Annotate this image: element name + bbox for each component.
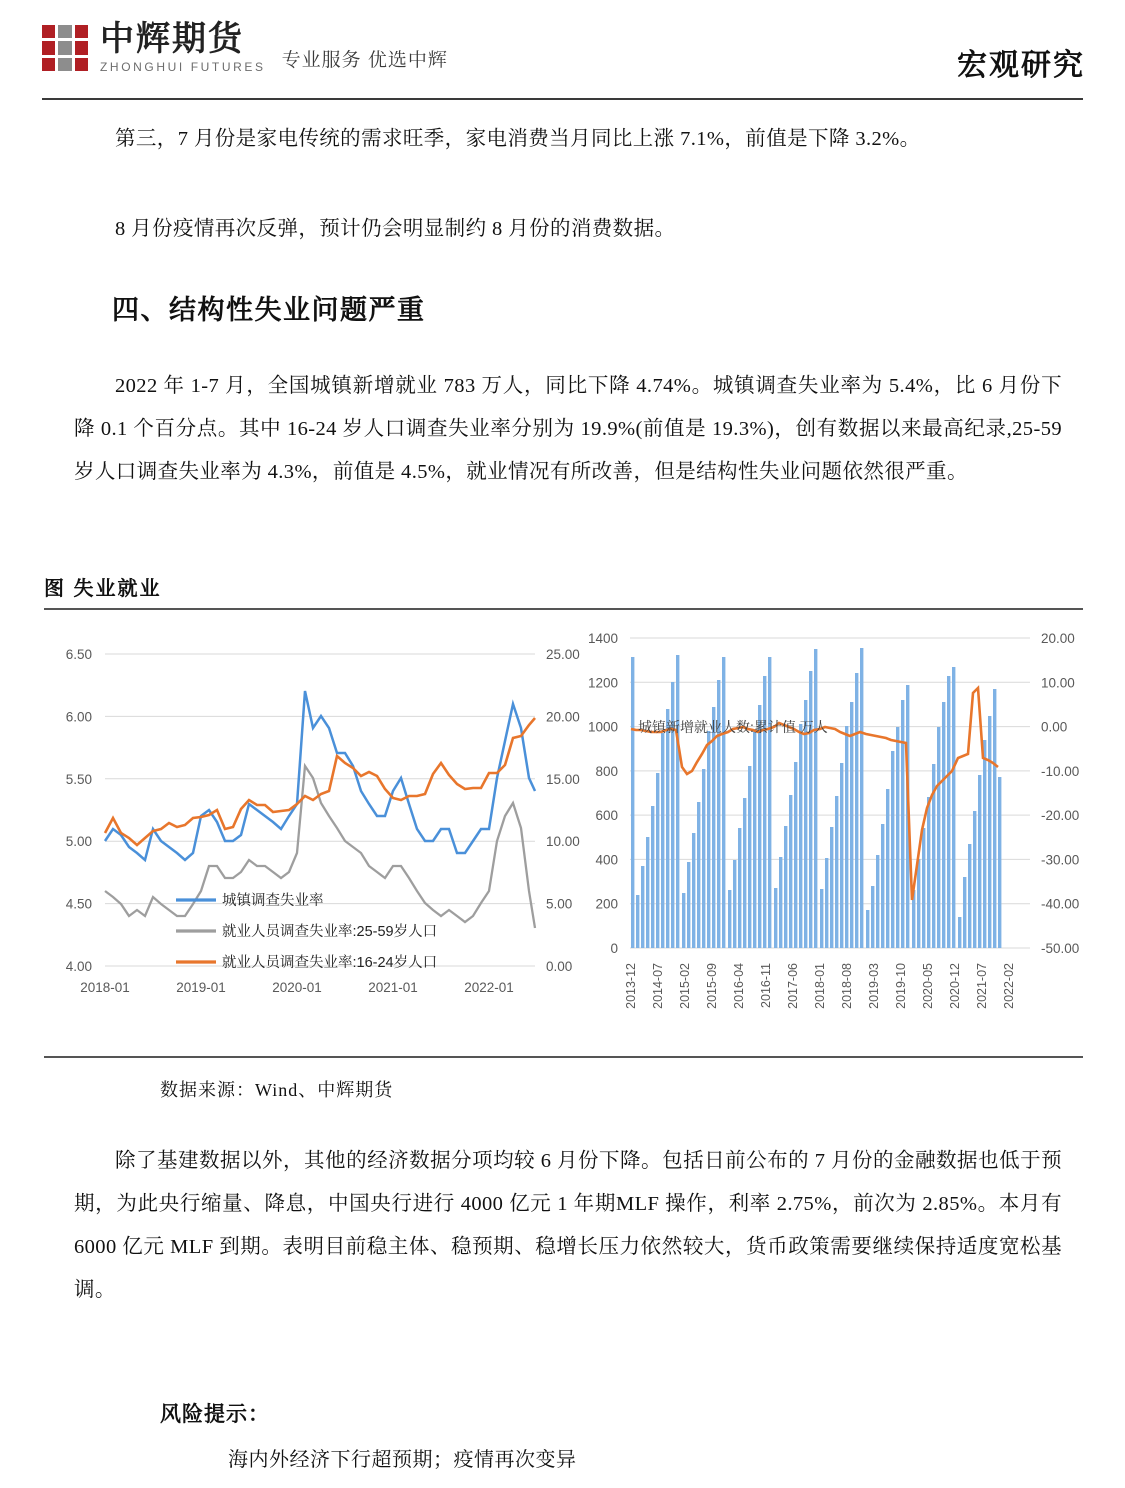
figure-caption: 图 失业就业: [44, 578, 162, 600]
svg-text:5.00: 5.00: [65, 834, 92, 850]
svg-text:2018-08: 2018-08: [840, 963, 854, 1009]
svg-text:2022-01: 2022-01: [464, 980, 514, 995]
svg-text:2018-01: 2018-01: [80, 980, 130, 995]
svg-text:2020-01: 2020-01: [272, 980, 322, 995]
paragraph-august-outlook: 8 月份疫情再次反弹，预计仍会明显制约 8 月份的消费数据。: [115, 218, 676, 240]
svg-text:25.00: 25.00: [546, 647, 580, 662]
svg-text:4.50: 4.50: [65, 896, 92, 912]
svg-text:2018-01: 2018-01: [813, 963, 827, 1009]
svg-text:6.50: 6.50: [65, 647, 92, 662]
figure-source: 数据来源：Wind、中辉期货: [160, 1080, 394, 1100]
risk-text: 海内外经济下行超预期；疫情再次变异: [228, 1449, 577, 1471]
header-divider: [42, 98, 1083, 100]
chart-new-urban-employment: [560, 618, 1100, 1038]
svg-text:2021-01: 2021-01: [368, 980, 418, 995]
paragraph-appliance-demand: 第三，7 月份是家电传统的需求旺季，家电消费当月同比上涨 7.1%，前值是下降 3.2%。: [115, 128, 921, 150]
svg-text:10.00: 10.00: [546, 834, 580, 850]
svg-text:2017-06: 2017-06: [786, 963, 800, 1009]
svg-text:-30.00: -30.00: [1041, 852, 1080, 868]
svg-text:1400: 1400: [587, 631, 618, 646]
svg-text:2013-12: 2013-12: [624, 963, 638, 1009]
chart1-legend-label-2: 就业人员调查失业率:16-24岁人口: [222, 955, 438, 971]
paragraph-unemployment-stats: 2022 年 1-7 月，全国城镇新增就业 783 万人，同比下降 4.74%。城镇调查失业率为 5.4%，比 6 月份下降 0.1 个百分点。其中 16-24 岁人口调查失业率分别为 19.9%(前值是 19.3%)，创有数据以来最高纪录,25-59 岁人口调查失业率为 4.3%，前值是 4.5%，就业情况有所改善，但是结构性失业问题依然很严重。: [74, 375, 1062, 483]
svg-text:10.00: 10.00: [1041, 675, 1075, 691]
svg-text:2015-02: 2015-02: [678, 963, 692, 1009]
chart1-legend-label-0: 城镇调查失业率: [222, 893, 324, 909]
svg-text:5.00: 5.00: [546, 896, 573, 912]
svg-text:400: 400: [595, 852, 618, 868]
svg-text:2021-07: 2021-07: [975, 963, 989, 1009]
chart1-y-left-labels: [66, 647, 92, 974]
svg-text:2020-12: 2020-12: [948, 963, 962, 1009]
svg-text:2022-02: 2022-02: [1002, 963, 1016, 1009]
svg-text:2019-10: 2019-10: [894, 963, 908, 1009]
svg-text:2019-03: 2019-03: [867, 963, 881, 1009]
page-title: 宏观研究: [957, 49, 1085, 82]
svg-text:2016-04: 2016-04: [732, 963, 746, 1009]
svg-text:-10.00: -10.00: [1041, 763, 1080, 779]
chart2-annotation: 城镇新增就业人数:累计值 万人: [638, 719, 828, 735]
svg-text:20.00: 20.00: [1041, 631, 1075, 646]
svg-text:2016-11: 2016-11: [759, 963, 773, 1008]
logo-company-cn: 中辉期货: [100, 20, 244, 58]
svg-text:4.00: 4.00: [65, 959, 92, 974]
svg-text:200: 200: [595, 896, 618, 912]
svg-text:2020-05: 2020-05: [921, 963, 935, 1009]
page-header: [0, 0, 1125, 104]
chart1-series-1624: [105, 718, 535, 845]
chart2-y-right-labels: [1041, 631, 1079, 956]
svg-text:20.00: 20.00: [546, 709, 580, 725]
svg-text:1200: 1200: [587, 675, 618, 691]
chart2-bars: [631, 648, 1001, 948]
svg-text:800: 800: [595, 763, 618, 779]
logo-company-en: ZHONGHUI FUTURES: [100, 60, 266, 74]
svg-text:2019-01: 2019-01: [176, 980, 226, 995]
svg-text:0.00: 0.00: [1041, 719, 1068, 735]
svg-text:15.00: 15.00: [546, 771, 580, 787]
svg-text:6.00: 6.00: [65, 709, 92, 725]
svg-text:-40.00: -40.00: [1041, 896, 1080, 912]
chart1-legend-label-1: 就业人员调查失业率:25-59岁人口: [222, 924, 438, 940]
svg-text:1000: 1000: [587, 719, 618, 735]
svg-text:2015-09: 2015-09: [705, 963, 719, 1009]
logo-mark-icon: [42, 25, 88, 71]
svg-text:0: 0: [610, 941, 618, 956]
brand-logo: [42, 22, 448, 74]
svg-text:5.50: 5.50: [65, 771, 92, 787]
figure-top-rule: [44, 608, 1083, 610]
svg-text:-20.00: -20.00: [1041, 808, 1080, 824]
svg-text:0.00: 0.00: [546, 959, 573, 974]
brand-slogan: 专业服务 优选中辉: [281, 50, 448, 71]
figure-bottom-rule: [44, 1056, 1083, 1058]
paragraph-monetary-policy: 除了基建数据以外，其他的经济数据分项均较 6 月份下降。包括日前公布的 7 月份的金融数据也低于预期，为此央行缩量、降息，中国央行进行 4000 亿元 1 年期MLF 操作，利率 2.75%，前次为 2.85%。本月有 6000 亿元 MLF 到期。表明目前稳主体、稳预期、稳增长压力依然较大，货币政策需要继续保持适度宽松基调。: [74, 1150, 1062, 1301]
svg-text:600: 600: [595, 808, 618, 824]
risk-heading: 风险提示：: [160, 1403, 270, 1426]
chart-unemployment-rates: [30, 626, 590, 1026]
svg-text:-50.00: -50.00: [1041, 941, 1080, 956]
svg-text:2014-07: 2014-07: [651, 963, 665, 1009]
chart2-y-left-labels: [588, 631, 618, 956]
logo-text: [100, 22, 266, 74]
chart2-x-labels: [624, 963, 1016, 1009]
section-heading-unemployment: 四、结构性失业问题严重: [112, 295, 426, 325]
chart1-x-labels: [80, 980, 514, 995]
